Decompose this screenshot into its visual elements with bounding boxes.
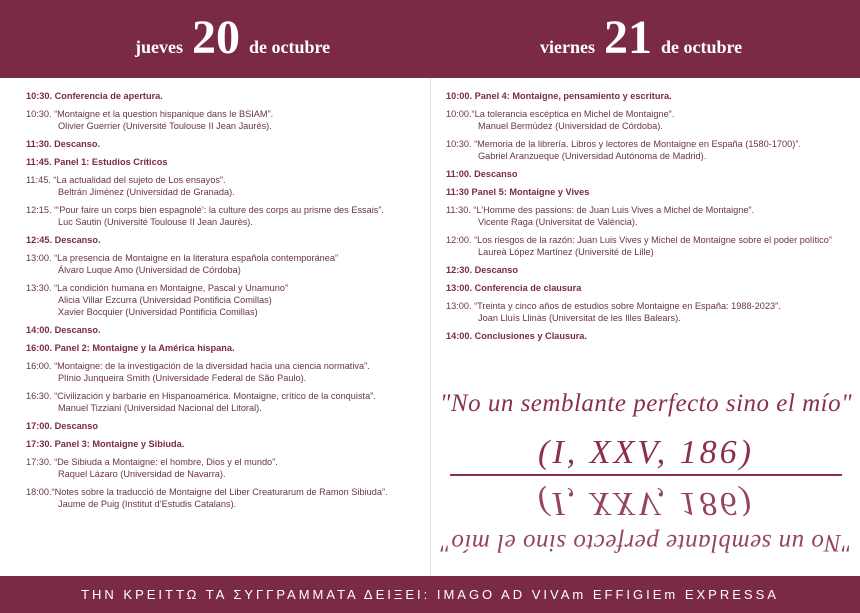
entry-title: 10:30. “Memoria de la librería. Libros y lectores de Montaigne en España (1580-1700)”. [446, 139, 801, 149]
entry-speaker: Raquel Lázaro (Universidad de Navarra). [58, 469, 226, 479]
entry-title: 16:30. “Civilización y barbarie en Hispanoamérica. Montaigne, crítico de la conquista”. [26, 391, 376, 401]
entry-speaker: Plínio Junqueira Smith (Universidade Federal de São Paulo). [58, 373, 307, 383]
schedule-entry [26, 252, 426, 276]
schedule-entry [26, 204, 426, 228]
entry-title: 11:45. “La actualidad del sujeto de Los ensayos”. [26, 175, 226, 185]
quote-text-mirror: "No un semblante perfecto sino el mío" [439, 529, 853, 556]
schedule-heading [446, 168, 856, 180]
schedule-entry [26, 174, 426, 198]
entry-speaker: Xavier Bocquier (Universidad Pontificia Comillas) [58, 307, 258, 317]
schedule-entry [26, 390, 426, 414]
schedule-entry [26, 282, 426, 318]
schedule-entry [26, 108, 426, 132]
entry-title: 12:00. “Los riesgos de la razón: Juan Luis Vives y Michel de Montaigne sobre el poder político” [446, 235, 832, 245]
schedule-entry [446, 204, 856, 228]
schedule-heading [26, 234, 426, 246]
weekday-label: jueves [135, 37, 183, 57]
entry-speaker: Alicia Villar Ezcurra (Universidad Pontificia Comillas) [58, 295, 272, 305]
schedule-heading [446, 330, 856, 342]
entry-title: 13:30. “La condición humana en Montaigne, Pascal y Unamuno” [26, 283, 289, 293]
schedule-heading [26, 420, 426, 432]
schedule-heading [26, 438, 426, 450]
entry-title: 10:00. Panel 4: Montaigne, pensamiento y escritura. [446, 91, 672, 101]
schedule-heading [26, 90, 426, 102]
entry-speaker: Beltrán Jiménez (Universidad de Granada). [58, 187, 235, 197]
schedule-friday [446, 90, 856, 348]
entry-speaker: Laureà López Martínez (Université de Lille) [478, 247, 654, 257]
entry-title: 11:45. Panel 1: Estudios Críticos [26, 157, 168, 167]
entry-title: 13:00. “Treinta y cinco años de estudios sobre Montaigne en España: 1988-2023”. [446, 301, 781, 311]
footer-banner [0, 576, 860, 613]
entry-title: 12:15. “‘Pour faire un corps bien espagnolé’: la culture des corps au prisme des Essais”. [26, 205, 384, 215]
entry-title: 18:00.“Notes sobre la traducció de Montaigne del Liber Creaturarum de Ramon Sibiuda”. [26, 487, 388, 497]
entry-speaker: Olivier Guerrier (Université Toulouse II Jean Jaurès). [58, 121, 272, 131]
schedule-heading [26, 156, 426, 168]
entry-title: 12:45. Descanso. [26, 235, 101, 245]
entry-speaker: Luc Sautin (Université Toulouse II Jean Jaurès). [58, 217, 253, 227]
entry-title: 10:30. Conferencia de apertura. [26, 91, 163, 101]
entry-title: 17:30. “De Sibiuda a Montaigne: el hombre, Dios y el mundo”. [26, 457, 278, 467]
entry-title: 17:00. Descanso [26, 421, 99, 431]
entry-speaker: Vicente Raga (Universitat de València). [478, 217, 638, 227]
schedule-entry [26, 486, 426, 510]
quote-text: "No un semblante perfecto sino el mío" [439, 390, 853, 417]
entry-title: 10:30. “Montaigne et la question hispanique dans le BSIAM”. [26, 109, 274, 119]
mirror-rule [450, 474, 842, 476]
schedule-entry [446, 108, 856, 132]
entry-title: 10:00.“La tolerancia escéptica en Michel de Montaigne”. [446, 109, 675, 119]
schedule-entry [26, 360, 426, 384]
schedule-heading [26, 324, 426, 336]
schedule-entry [446, 300, 856, 324]
quote-citation: (I, XXV, 186) [538, 434, 754, 471]
entry-title: 16:00. Panel 2: Montaigne y la América hispana. [26, 343, 235, 353]
schedule-thursday [26, 90, 426, 516]
quote-block [432, 378, 860, 573]
footer-motto: ΤΗΝ ΚΡΕΙΤΤΩ ΤΑ ΣΥΓΓΡΑΜΜΑΤΑ ΔΕΙΞΕΙ: IMAGO AD VIVAm EFFIGIEm EXPRESSA [81, 587, 779, 602]
schedule-heading [446, 90, 856, 102]
entry-title: 13:00. Conferencia de clausura [446, 283, 582, 293]
entry-title: 13:00. “La presencia de Montaigne en la literatura española contemporánea” [26, 253, 339, 263]
entry-title: 11:30. “L’Homme des passions: de Juan Luis Vives a Michel de Montaigne”. [446, 205, 755, 215]
schedule-entry [446, 234, 856, 258]
entry-speaker: Manuel Tizziani (Universidad Nacional del Litoral). [58, 403, 262, 413]
entry-speaker: Joan Lluís Llinàs (Universitat de les Illes Balears). [478, 313, 681, 323]
day-heading-thursday [135, 11, 331, 66]
schedule-heading [26, 342, 426, 354]
entry-speaker: Álvaro Luque Amo (Universidad de Córdoba) [58, 265, 241, 275]
column-divider [430, 78, 431, 576]
entry-speaker: Gabriel Aranzueque (Universidad Autónoma de Madrid). [478, 151, 707, 161]
day-number: 20 [192, 11, 240, 64]
entry-title: 16:00. “Montaigne: de la investigación de la diversidad hacia una ciencia normativa”. [26, 361, 370, 371]
entry-speaker: Manuel Bermúdez (Universidad de Córdoba). [478, 121, 663, 131]
entry-title: 14:00. Conclusiones y Clausura. [446, 331, 587, 341]
schedule-entry [26, 456, 426, 480]
entry-title: 14:00. Descanso. [26, 325, 101, 335]
entry-title: 11:30 Panel 5: Montaigne y Vives [446, 187, 590, 197]
entry-speaker: Jaume de Puig (Institut d’Estudis Catalans). [58, 499, 237, 509]
entry-title: 11:00. Descanso [446, 169, 518, 179]
schedule-heading [446, 186, 856, 198]
schedule-entry [446, 138, 856, 162]
entry-title: 17:30. Panel 3: Montaigne y Sibiuda. [26, 439, 185, 449]
entry-title: 12:30. Descanso [446, 265, 519, 275]
month-label: de octubre [660, 37, 743, 57]
day-heading-friday [540, 11, 743, 66]
entry-title: 11:30. Descanso. [26, 139, 101, 149]
schedule-heading [446, 282, 856, 294]
schedule-heading [26, 138, 426, 150]
month-label: de octubre [249, 37, 331, 57]
weekday-label: viernes [540, 37, 595, 57]
header-banner [0, 0, 860, 78]
schedule-heading [446, 264, 856, 276]
quote-citation-mirror: (I, XXV, 186) [538, 485, 754, 522]
day-number: 21 [603, 11, 652, 64]
